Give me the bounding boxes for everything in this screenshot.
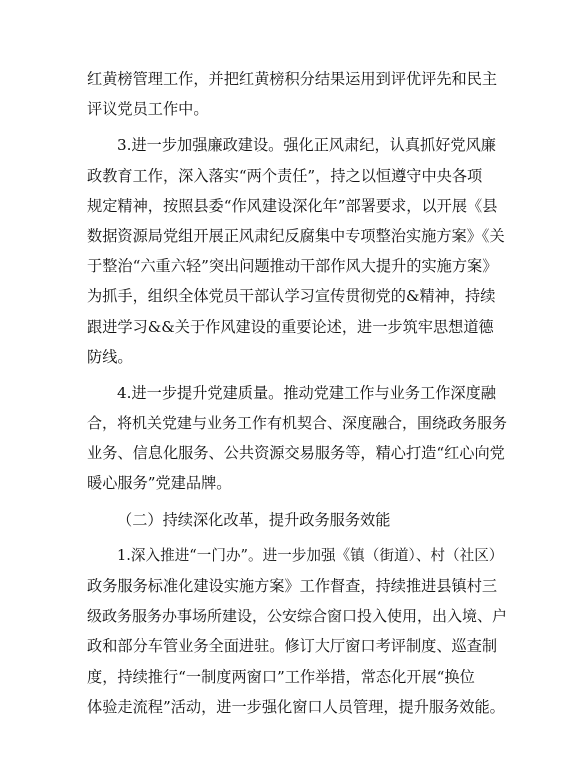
text-line: 业务、信息化服务、公共资源交易服务等，精心打造“红心向党 (87, 444, 505, 463)
text-line: （二）持续深化改革，提升政务服务效能 (117, 510, 391, 529)
text-line: 跟进学习&&关于作风建设的重要论述，进一步筑牢思想道德 (87, 317, 494, 336)
text-line: 4.进一步提升党建质量。推动党建工作与业务工作深度融 (117, 383, 496, 402)
text-line: 体验走流程”活动，进一步强化窗口人员管理，提升服务效能。 (87, 697, 505, 716)
text-line: 评议党员工作中。 (87, 100, 209, 119)
text-line: 规定精神，按照县委“作风建设深化年”部署要求，以开展《县 (87, 196, 498, 215)
text-line: 1.深入推进“一门办”。进一步加强《镇（街道）、村（社区） (117, 546, 504, 564)
text-line: 暖心服务”党建品牌。 (87, 474, 232, 493)
text-line: 政教育工作，深入落实“两个责任”，持之以恒遵守中央各项 (87, 166, 483, 185)
text-line: 合，将机关党建与业务工作有机契合、深度融合，围绕政务服务 (87, 414, 508, 433)
text-line: 防线。 (87, 347, 133, 366)
text-line: 数据资源局党组开展正风肃纪反腐集中专项整治实施方案》《关 (87, 226, 505, 245)
text-line: 政和部分车管业务全面进驻。修订大厅窗口考评制度、巡查制 (87, 637, 498, 656)
document-body (87, 64, 507, 722)
text-line: 政务服务标准化建设实施方案》工作督查，持续推进县镇村三 (87, 577, 498, 595)
text-line: 度，持续推行“一制度两窗口”工作举措，常态化开展“换位 (87, 667, 475, 686)
text-line: 于整治“六重六轻”突出问题推动干部作风大提升的实施方案》 (87, 257, 498, 276)
text-line: 级政务服务办事场所建设，公安综合窗口投入使用，出入境、户 (87, 607, 508, 626)
text-line: 红黄榜管理工作，并把红黄榜积分结果运用到评优评先和民主 (87, 70, 498, 88)
text-line: 为抓手，组织全体党员干部认学习宣传贯彻党的&精神，持续 (87, 287, 496, 306)
text-line: 3.进一步加强廉政建设。强化正风肃纪，认真抓好党风廉 (117, 136, 496, 155)
